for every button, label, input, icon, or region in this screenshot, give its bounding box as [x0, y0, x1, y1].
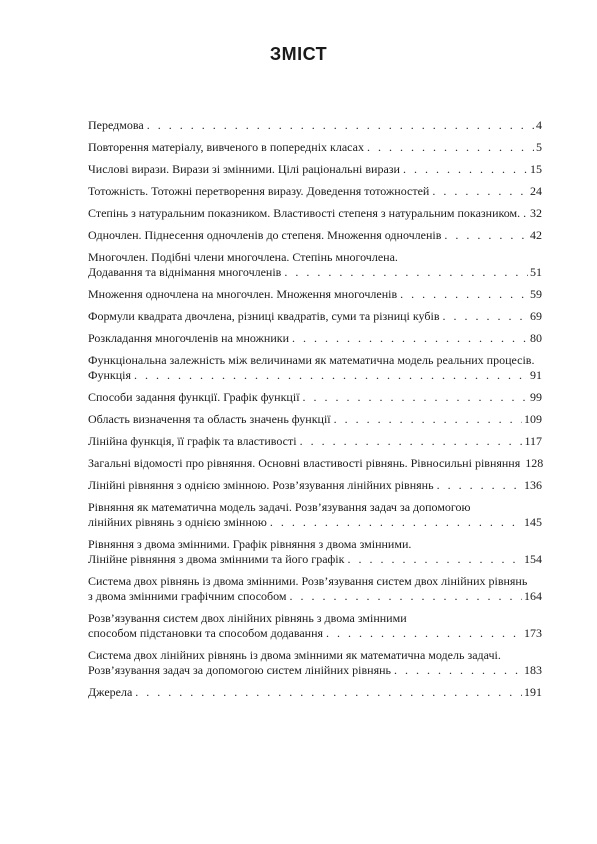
- toc-entry-page-number: 32: [530, 206, 542, 220]
- toc-entry-title-line: Рівняння з двома змінними. Графік рівняння з двома змінними.: [88, 537, 412, 551]
- dot-leader: [300, 390, 528, 405]
- toc-entry: [88, 353, 542, 383]
- toc-entry-row: [88, 456, 542, 471]
- toc-entry: [88, 250, 542, 280]
- toc-entry-title-line: Система двох рівнянь із двома змінними. Розв’язування систем двох лінійних рівнянь: [88, 574, 528, 588]
- toc-entry-title-line: Числові вирази. Вирази зі змінними. Цілі раціональні вирази: [88, 162, 400, 176]
- toc-entry-row: [88, 390, 542, 405]
- toc-entry-title-line: Розв’язування задач за допомогою систем лінійних рівнянь: [88, 663, 391, 677]
- toc-entry-page-number: 164: [524, 589, 542, 603]
- toc-entry-row: [88, 368, 542, 383]
- dot-leader: [429, 184, 528, 199]
- toc-entry-title-line: способом підстановки та способом додавання: [88, 626, 324, 640]
- dot-leader: [364, 140, 534, 155]
- toc-entry-title-line: Загальні відомості про рівняння. Основні властивості рівнянь. Рівносильні рівняння: [88, 456, 521, 470]
- toc-entry-title-line: Розкладання многочленів на множники: [88, 331, 290, 345]
- toc-entry: [88, 574, 542, 604]
- toc-entry-page-number: 69: [530, 309, 542, 323]
- toc-entry-title-line: Лінійна функція, її графік та властивості: [88, 434, 297, 448]
- dot-leader: [439, 309, 528, 324]
- toc-entry-row: [88, 434, 542, 449]
- toc-entry-page-number: 136: [524, 478, 542, 492]
- toc-entry-title-line: Система двох лінійних рівнянь із двома змінними як математична модель задачі.: [88, 648, 501, 662]
- toc-entry: [88, 309, 542, 324]
- toc-entry-row: [88, 663, 542, 678]
- toc-entry: [88, 118, 542, 133]
- toc-entry: [88, 478, 542, 493]
- toc-entry-title-line: Додавання та віднімання многочленів: [88, 265, 282, 279]
- toc-entry-page-number: 42: [530, 228, 542, 242]
- toc-entry-title-line: лінійних рівнянь з однією змінною: [88, 515, 267, 529]
- toc-entry: [88, 611, 542, 641]
- page-title: ЗМІСТ: [269, 44, 328, 64]
- toc-entry-page-number: 91: [530, 368, 542, 382]
- toc-entry-page-number: 128: [525, 456, 544, 470]
- toc-entry-page-number: 15: [530, 162, 542, 176]
- toc-entry: [88, 184, 542, 199]
- toc-entry-page-number: 59: [530, 287, 542, 301]
- toc-entry-row: [88, 412, 542, 427]
- toc-entry-row: [88, 626, 542, 641]
- toc-entry-title-line: Область визначення та область значень функції: [88, 412, 331, 426]
- toc-entry-title-line: Джерела: [88, 685, 133, 699]
- table-of-contents: [88, 118, 542, 707]
- toc-entry-row: [88, 206, 542, 221]
- dot-leader: [400, 162, 528, 177]
- dot-leader: [344, 552, 522, 567]
- dot-leader: [132, 685, 522, 700]
- toc-entry-title-line: Функціональна залежність між величинами як математична модель реальних процесів.: [88, 353, 535, 367]
- dot-leader: [131, 368, 528, 383]
- toc-entry: [88, 390, 542, 405]
- toc-entry-page-number: 4: [536, 118, 542, 132]
- toc-entry: [88, 331, 542, 346]
- toc-entry-title-line: Розв’язування систем двох лінійних рівнянь з двома змінними: [88, 611, 407, 625]
- toc-entry-row: [88, 162, 542, 177]
- toc-entry-row: [88, 478, 542, 493]
- toc-entry-page-number: 109: [524, 412, 542, 426]
- dot-leader: [520, 206, 528, 221]
- toc-entry: [88, 685, 542, 700]
- toc-entry-row: [88, 265, 542, 280]
- toc-entry-title-line: Многочлен. Подібні члени многочлена. Степінь многочлена.: [88, 250, 398, 264]
- toc-entry-title-line: Функція: [88, 368, 132, 382]
- toc-entry: [88, 162, 542, 177]
- toc-entry-row: [88, 552, 542, 567]
- toc-entry-page-number: 51: [530, 265, 542, 279]
- toc-entry-row: [88, 140, 542, 155]
- toc-entry-page-number: 5: [536, 140, 542, 154]
- toc-entry-page-number: 117: [524, 434, 542, 448]
- toc-entry-title-line: Рівняння як математична модель задачі. Розв’язування задач за допомогою: [88, 500, 471, 514]
- toc-entry-title-line: Степінь з натуральним показником. Властивості степеня з натуральним показником.: [88, 206, 521, 220]
- dot-leader: [281, 265, 528, 280]
- toc-entry-title-line: Тотожність. Тотожні перетворення виразу. Доведення тотожностей: [88, 184, 430, 198]
- toc-entry-page-number: 191: [524, 685, 542, 699]
- toc-entry-title-line: з двома змінними графічним способом: [88, 589, 287, 603]
- dot-leader: [323, 626, 522, 641]
- toc-entry-row: [88, 287, 542, 302]
- toc-entry-title-line: Способи задання функції. Графік функції: [88, 390, 300, 404]
- dot-leader: [289, 331, 528, 346]
- toc-entry-row: [88, 589, 542, 604]
- dot-leader: [331, 412, 522, 427]
- toc-entry-row: [88, 685, 542, 700]
- toc-entry: [88, 412, 542, 427]
- toc-entry-title-line: Формули квадрата двочлена, різниці квадратів, суми та різниці кубів: [88, 309, 440, 323]
- toc-entry: [88, 140, 542, 155]
- dot-leader: [144, 118, 534, 133]
- dot-leader: [297, 434, 523, 449]
- toc-entry: [88, 206, 542, 221]
- dot-leader: [434, 478, 522, 493]
- toc-entry-page-number: 99: [530, 390, 542, 404]
- toc-entry-page-number: 154: [524, 552, 542, 566]
- toc-entry-page-number: 183: [524, 663, 542, 677]
- toc-entry-row: [88, 309, 542, 324]
- toc-entry-page-number: 80: [530, 331, 542, 345]
- dot-leader: [391, 663, 522, 678]
- toc-entry: [88, 434, 542, 449]
- toc-entry-row: [88, 228, 542, 243]
- toc-entry: [88, 500, 542, 530]
- toc-entry: [88, 456, 542, 471]
- toc-entry-title-line: Повторення матеріалу, вивченого в попередніх класах: [88, 140, 364, 154]
- toc-entry-title-line: Множення одночлена на многочлен. Множення многочленів: [88, 287, 398, 301]
- toc-entry: [88, 648, 542, 678]
- toc-entry-row: [88, 515, 542, 530]
- toc-entry-page-number: 24: [530, 184, 542, 198]
- toc-entry-title-line: Передмова: [88, 118, 144, 132]
- dot-leader: [397, 287, 528, 302]
- dot-leader: [441, 228, 528, 243]
- toc-entry-title-line: Одночлен. Піднесення одночленів до степеня. Множення одночленів: [88, 228, 442, 242]
- dot-leader: [287, 589, 523, 604]
- toc-entry-page-number: 145: [524, 515, 542, 529]
- toc-entry: [88, 228, 542, 243]
- toc-entry-row: [88, 184, 542, 199]
- toc-entry: [88, 537, 542, 567]
- dot-leader: [267, 515, 522, 530]
- toc-entry-page-number: 173: [524, 626, 542, 640]
- toc-entry-title-line: Лінійні рівняння з однією змінною. Розв’язування лінійних рівнянь: [88, 478, 434, 492]
- toc-entry: [88, 287, 542, 302]
- toc-entry-row: [88, 118, 542, 133]
- toc-entry-row: [88, 331, 542, 346]
- toc-entry-title-line: Лінійне рівняння з двома змінними та його графік: [88, 552, 345, 566]
